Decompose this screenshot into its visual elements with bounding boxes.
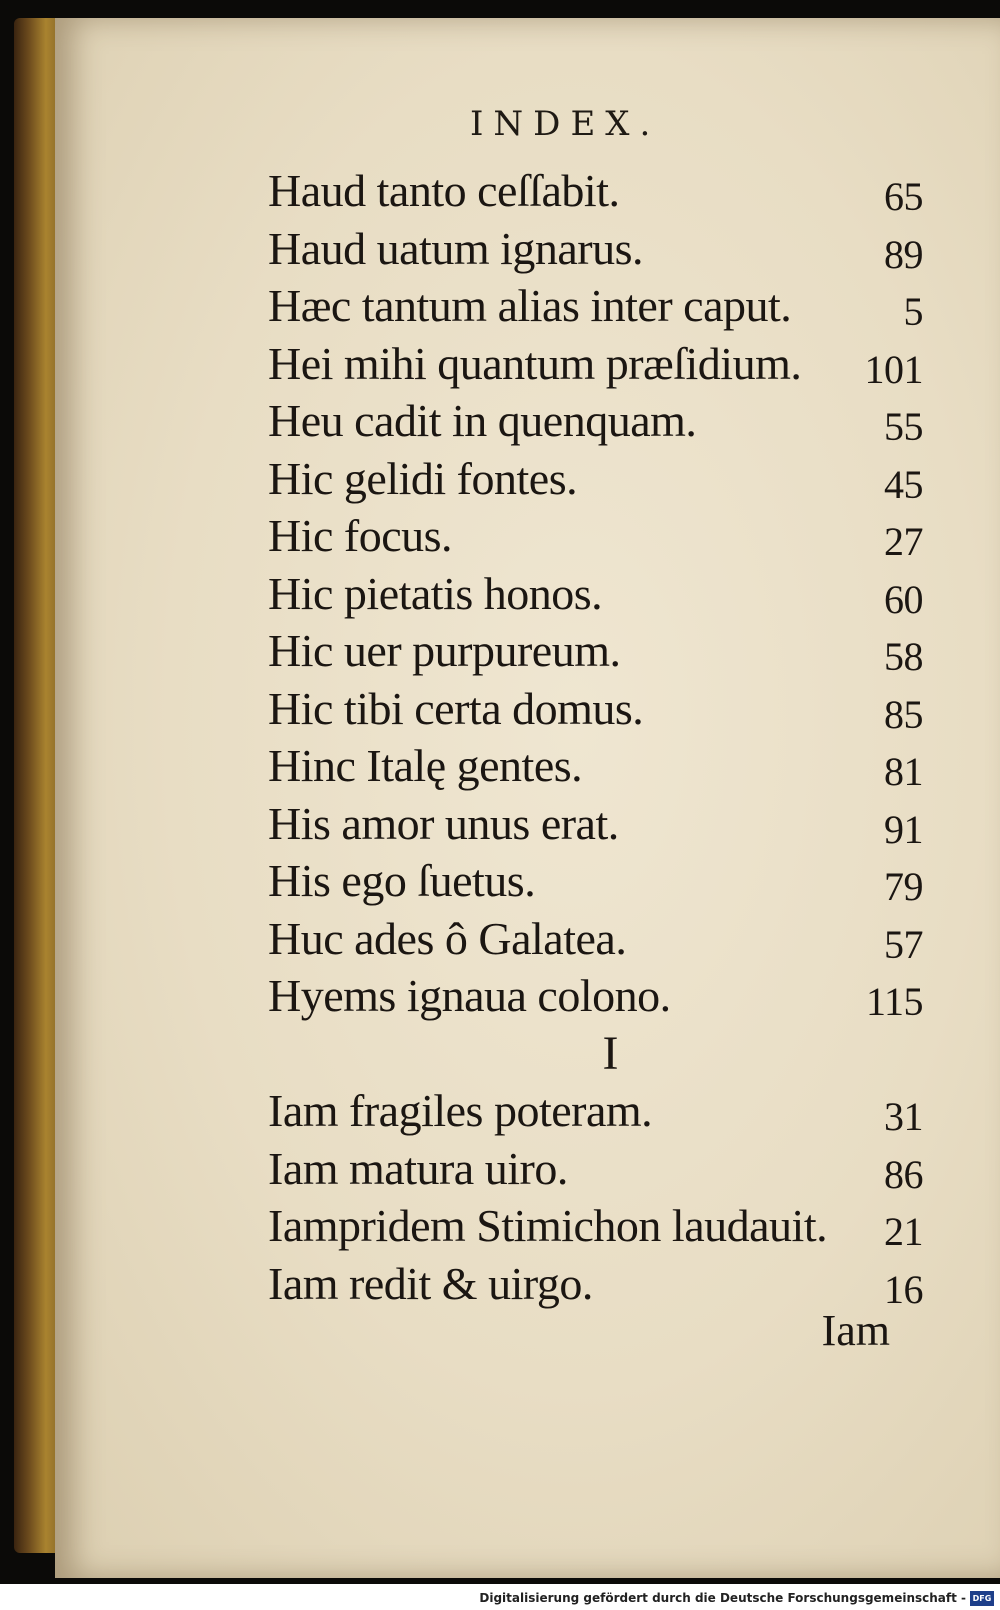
index-entry	[268, 622, 923, 680]
entry-title: Haud tanto ceſſabit.	[268, 165, 620, 216]
entry-title: Heu cadit in quenquam.	[268, 395, 697, 446]
entry-page-number: 57	[884, 921, 923, 967]
index-entry	[268, 852, 923, 910]
entry-page-number: 81	[884, 749, 923, 794]
entry-title: His ego ſuetus.	[268, 855, 536, 906]
entry-title: His amor unus erat.	[268, 797, 619, 849]
entry-page-number: 89	[884, 231, 923, 277]
entry-title: Haud uatum ignarus.	[268, 222, 644, 274]
index-entry	[268, 392, 923, 450]
entry-page-number: 101	[864, 346, 923, 392]
entry-page-number: 45	[884, 461, 923, 507]
entry-title: Iam matura uiro.	[268, 1142, 568, 1194]
entry-title: Huc ades ô Galatea.	[268, 912, 627, 964]
entry-title: Hei mihi quantum præſidium.	[268, 337, 802, 389]
index-entry	[268, 507, 923, 565]
entry-page-number: 85	[884, 691, 923, 737]
running-head: INDEX.	[470, 104, 661, 144]
index-entry	[268, 910, 923, 968]
entry-title: Hic uer purpureum.	[268, 625, 621, 676]
entry-title: Iam fragiles poteram.	[268, 1085, 653, 1136]
entry-title: Hyems ignaua colono.	[268, 970, 671, 1021]
index-entry	[268, 967, 923, 1025]
index-entry	[268, 335, 923, 393]
index-entry	[268, 680, 923, 738]
index-entry	[268, 220, 923, 278]
entry-page-number: 79	[884, 864, 923, 909]
digitization-credit: Digitalisierung gefördert durch die Deutsche Forschungsgemeinschaft -	[479, 1591, 966, 1605]
entry-page-number: 21	[884, 1209, 923, 1254]
index-entry	[268, 162, 923, 220]
dfg-logo: DFG	[970, 1591, 994, 1606]
index-entry	[268, 277, 923, 335]
entry-title: Hic gelidi fontes.	[268, 452, 578, 504]
entry-page-number: 58	[884, 634, 923, 679]
entry-page-number: 27	[884, 519, 923, 564]
index-entry	[268, 1255, 923, 1313]
entry-page-number: 91	[884, 806, 923, 852]
index-entry	[268, 1082, 923, 1140]
entry-title: Iam redit & uirgo.	[268, 1257, 593, 1309]
entry-title: Hæc tantum alias inter caput.	[268, 280, 792, 331]
index-entry	[268, 1140, 923, 1198]
entry-page-number: 86	[884, 1151, 923, 1197]
section-letter-heading: I	[602, 1026, 619, 1080]
entry-page-number: 115	[865, 979, 923, 1024]
entry-title: Hic focus.	[268, 510, 453, 561]
index-entry	[268, 565, 923, 623]
entry-page-number: 65	[884, 174, 923, 219]
index-entry	[268, 450, 923, 508]
entry-page-number: 31	[884, 1094, 923, 1139]
entry-title: Hic pietatis honos.	[268, 567, 603, 619]
index-entries	[268, 162, 923, 1312]
entry-title: Hinc Italę gentes.	[268, 740, 583, 791]
entry-page-number: 55	[884, 404, 923, 449]
catchword: Iam	[821, 1306, 890, 1355]
entry-title: Hic tibi certa domus.	[268, 682, 644, 734]
index-entry	[268, 1197, 923, 1255]
index-entry	[268, 795, 923, 853]
entry-title: Iampridem Stimichon laudauit.	[268, 1200, 828, 1251]
entry-page-number: 60	[884, 576, 923, 622]
digitization-footer	[0, 1584, 1000, 1610]
index-entry	[268, 737, 923, 795]
entry-page-number: 5	[903, 289, 923, 334]
entry-page-number: 16	[884, 1266, 923, 1312]
